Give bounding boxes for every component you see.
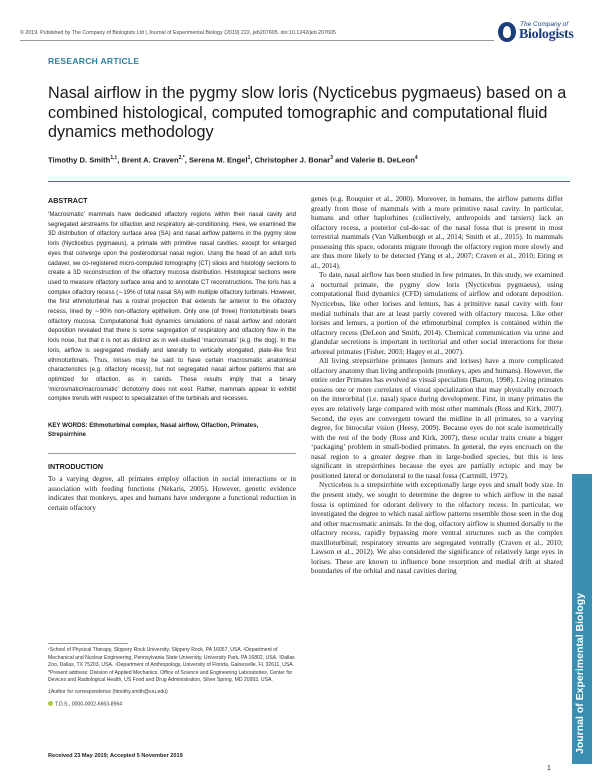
biologists-logo-icon: [498, 22, 516, 42]
introduction-heading: INTRODUCTION: [48, 462, 104, 472]
body-paragraph: To date, nasal airflow has been studied in few primates. In this study, we examined a nocturnal primate, the pygmy slow loris (Nycticebus pygmaeus), using computational fluid dynamics (CFD) simulations of airflow and odorant deposition. Nycticebus, like other lorises and lemurs, has a primitive nasal cavity with four medial turbinals that are at least partly covered with olfactory mucosa. Like other lorises and lemurs, a portion of the ethmoturbinal complex is contained within the olfactory recess (DeLeon and Smith, 2014). Chemical communication via urine and glandular secretions is important in territorial and other social interactions for these arboreal primates (Fisher, 2003; Hagey et al., 2007).: [311, 270, 563, 356]
keywords: KEY WORDS: Ethmoturbinal complex, Nasal airflow, Olfaction, Primates, Strepsirrhine: [48, 422, 259, 439]
author-affiliation-marker: 2,*: [178, 155, 185, 161]
author-list: Timothy D. Smith$^{1,\ddagger}$, Brent A. Craven$^{2,*}$, Serena M. Engel$^1$, Christopher J. Bonar$^3$ and Valerie B. DeLeon$^4$: [48, 155, 418, 165]
logo-text-line1: The Company of: [520, 21, 569, 28]
right-column: [311, 194, 563, 576]
article-type-label: RESEARCH ARTICLE: [48, 56, 140, 66]
body-paragraph: genes (e.g. Rouquier et al., 2000). Moreover, in humans, the airflow patterns differ greatly from those of mammals with a more primitive nasal cavity. In particular, humans and other haplorhines (collectively, anthropoids and tarsiers) lack an olfactory recess, a posterior cul-de-sac of the nasal fossa that is present in most terrestrial mammals (Van Valkenburgh et al., 2014; Smith et al., 2015). In mammals possessing this space, odorants migrate through the olfactory region more slowly and are thus more likely to be detected (Yang et al., 2007; Craven et al., 2010; Eiting et al., 2014).: [311, 194, 563, 270]
affiliations: ¹School of Physical Therapy, Slippery Rock University, Slippery Rock, PA 16057, USA. ²Department of Mechanical and Nuclear Engineering, Pennsylvania State University, University Park, PA 16802, USA. ³Dallas Zoo, Dallas, TX 75203, USA. ⁴Department of Anthropology, University of Florida, Gainesville, FL 32611, USA. *Present address: Division of Applied Mechanics, Office of Science and Engineering Laboratories, Center for Devices and Radiological Health, US Food and Drug Administration, Silver Spring, MD 20993, USA.: [48, 647, 295, 684]
orcid-line[interactable]: [48, 701, 296, 709]
logo-text-line2: Biologists: [519, 27, 574, 42]
author-affiliation-marker: 4: [414, 155, 418, 161]
page-number: 1: [547, 765, 551, 772]
correspondence[interactable]: ‡Author for correspondence (timothy.smith@sru.edu): [48, 688, 168, 695]
footnotes: [48, 647, 296, 709]
author-name[interactable]: Christopher J. Bonar: [254, 155, 331, 165]
abstract-text: ‘Macrosmatic’ mammals have dedicated olfactory regions within their nasal cavity and segregated airstreams for olfaction and respiratory air-conditioning. Here, we examined the 3D distribution of olfactory surface area (SA) and nasal airflow patterns in the pygmy slow loris (Nycticebus pygmaeus), a primate with primitive nasal cavities, except for enlarged eyes that converge upon the posterodorsal nasal region. Using the head of an adult loris cadaver, we co-registered micro-computed tomography (CT) slices and histology sections to create a 3D reconstruction of the olfactory mucosa distribution. Histological sections were used to measure olfactory surface area and to annotate CT reconstructions. The loris has a complex olfactory recess (∼19% of total nasal SA) with multiple olfactory turbinals. However, the first ethmoturbinal has a rostral projection that extends far anterior to the olfactory recess, lined by ∼90% non-olfactory epithelium. Only one (of three) frontoturbinals bears olfactory mucosa. Computational fluid dynamics simulations of nasal airflow and odorant deposition revealed that there is some segregation of respiratory and olfactory flow in the loris nose, but that it is not as distinct as in well-studied ‘macrosmats’ (e.g. the dog). In the loris, airflow is segregated medially and laterally to vertically elongated, plate-like first ethmoturbinals. Thus, lorises may be said to have certain macrosmatic anatomical characteristics (e.g. olfactory recess), but not segregated nasal airflow patterns that are optimized for olfaction, as in canids. These results imply that a binary ‘microsmatic/macrosmatic’ dichotomy does not exist. Rather, mammals appear to exhibit complex trends with respect to specialization of the turbinals and recesses.: [48, 212, 296, 403]
received-accepted-dates: Received 23 May 2019; Accepted 5 November 2019: [48, 753, 183, 759]
article-title: Nasal airflow in the pygmy slow loris (Nycticebus pygmaeus) based on a combined histological, computed tomographic and computational fluid dynamics methodology: [48, 84, 567, 141]
left-column: [48, 196, 296, 512]
title-divider: [48, 181, 570, 182]
header-divider: [20, 40, 494, 41]
author-name[interactable]: Serena M. Engel: [188, 155, 248, 165]
author-affiliation-marker: 3: [330, 155, 333, 161]
journal-side-band: [572, 474, 592, 764]
footnote-divider: [48, 643, 128, 644]
abstract-heading: ABSTRACT: [48, 196, 88, 205]
body-paragraph: Nycticebus is a strepsirrhine with exceptionally large eyes and small body size. In the present study, we sought to determine the degree to which airflow in the nasal fossa is optimized for odorant delivery to the olfactory recess. In particular, we investigated the degree to which nasal airflow patterns resemble those seen in the dog and other macrosmatic animals. In the dog, olfactory airflow is shunted dorsally to the olfactory recess, rapidly bypassing more ventral structures such as the complex maxilloturbinal; respiratory streams are segregated ventrally (Craven et al., 2010; Lawson et al., 2012). We also considered the significance of relatively large eyes in lorises. These are known to influence bone resorption and medial drift at shared boundaries of the orbital and nasal cavities during: [311, 480, 563, 576]
orcid-text: T.D.S., 0000-0002-6663-8964: [55, 701, 123, 708]
company-of-biologists-logo[interactable]: [498, 20, 584, 46]
introduction-paragraph: To a varying degree, all primates employ olfaction in social interactions or in association with feeding functions (Nekaris, 2005). However, genetic evidence indicates that monkeys, apes and humans have undergone a functional reduction in certain olfactory: [48, 474, 296, 512]
journal-citation-header: © 2019. Published by The Company of Biologists Ltd | Journal of Experimental Biology (2019) 222, jeb207605. doi:10.1242/jeb.207605: [20, 30, 336, 36]
author-affiliation-marker: 1,‡: [110, 155, 118, 161]
body-paragraph: All living strepsirrhine primates (lemurs and lorises) have a more complicated olfactory anatomy than living anthropoids (monkeys, apes and humans). However, the entire order Primates has evolved as visual specialists (Barton, 1998). Living primates possess one or more correlates of visual specialization that may physically encroach on the interorbital (i.e. nasal) space during development. First, in many primates the eyes are relatively large compared with most other mammals (Ross and Kirk, 2007). Second, the eyes are convergent toward the midline in all primates, to a varying degree, for binocular vision (Heesy, 2009). Because eyes do not scale isometrically with the rest of the body (Ross and Kirk, 2007), these ocular traits create a bigger ‘packaging’ problem in small-bodied primates. In general, the eyes encroach on the nasal region to a greater degree than in large-bodied species, but this is less significant in strepsirrhines because the eyes are partially ectopic and may be positioned lateral or dorsolateral to the nasal fossa (Cartmill, 1972).: [311, 356, 563, 480]
side-band-text: Journal of Experimental Biology: [574, 592, 586, 754]
author-name[interactable]: Timothy D. Smith: [48, 155, 111, 165]
orcid-icon: [48, 701, 53, 706]
section-divider: [48, 453, 296, 454]
author-affiliation-marker: 1: [247, 155, 251, 161]
author-name[interactable]: Brent A. Craven: [121, 155, 179, 165]
author-name[interactable]: Valerie B. DeLeon: [350, 155, 415, 165]
